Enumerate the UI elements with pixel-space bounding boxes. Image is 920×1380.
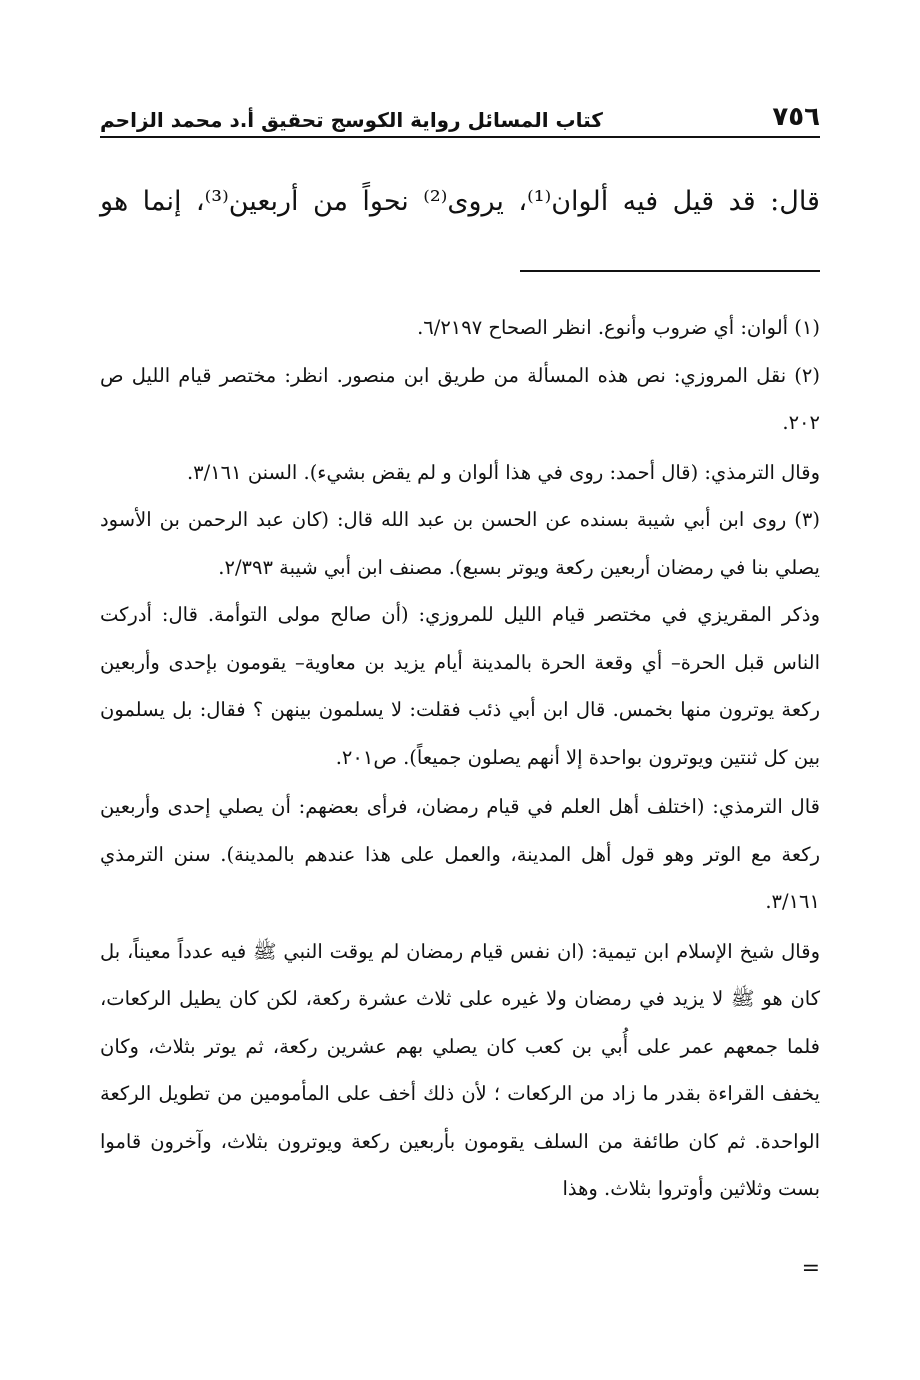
book-title: كتاب المسائل رواية الكوسج تحقيق أ.د محمد الزاحم [100, 108, 603, 132]
footnote-3: (٣) روى ابن أبي شيبة بسنده عن الحسن بن عبد الله قال: (كان عبد الرحمن بن الأسود يصلي بنا في رمضان أربعين ركعة ويوتر بسبع). مصنف ابن أبي شيبة ٢/٣٩٣. [100, 508, 820, 579]
footnote-3-maqrizi: وذكر المقريزي في مختصر قيام الليل للمروزي: (أن صالح مولى التوأمة. قال: أدركت الناس قبل الحرة– أي وقعة الحرة بالمدينة أيام يزيد بن معاوية– يقومون بإحدى وأربعين ركعة يوترون منها بخمس. قال ابن أبي ذئب فقلت: لا يسلمون بينهن ؟ فقال: بل يسلمون بين كل ثنتين ويوترون بواحدة إلا أنهم يصلون جميعاً). ص٢٠١. [100, 603, 820, 769]
footnote-3-tirmidhi: قال الترمذي: (اختلف أهل العلم في قيام رمضان، فرأى بعضهم: أن يصلي إحدى وأربعين ركعة مع الوتر وهو قول أهل المدينة، والعمل على هذا عندهم بالمدينة). سنن الترمذي ٣/١٦١. [100, 795, 820, 913]
footnote-2: (٢) نقل المروزي: نص هذه المسألة من طريق ابن منصور. انظر: مختصر قيام الليل ص ٢٠٢. [100, 363, 820, 434]
running-head [100, 92, 820, 138]
main-text: قال: قد قيل فيه ألوان⁽¹⁾، يروى⁽²⁾ نحواً من أربعين⁽³⁾، إنما هو [100, 186, 820, 217]
page [100, 0, 820, 1380]
footnote-2-tirmidhi: وقال الترمذي: (قال أحمد: روى في هذا ألوان و لم يقض بشيء). السنن ٣/١٦١. [186, 460, 820, 484]
page-number: ٧٥٦ [772, 102, 820, 132]
footnote-3-ibn-taymiyya: وقال شيخ الإسلام ابن تيمية: (ان نفس قيام رمضان لم يوقت النبي ﷺ فيه عدداً معيناً، بل كان هو ﷺ لا يزيد في رمضان ولا غيره على ثلاث عشرة ركعة، لكن كان يطيل الركعات، فلما جمعهم عمر على أُبي بن كعب كان يصلي بهم عشرين ركعة، ثم يوتر بثلاث، وكان يخفف القراءة بقدر ما زاد من الركعات ؛ لأن ذلك أخف على المأمومين من تطويل الركعة الواحدة. ثم كان طائفة من السلف يقومون بأربعين ركعة ويوترون بثلاث، وآخرون قاموا بست وثلاثين وأوتروا بثلاث. وهذا [100, 939, 820, 1200]
footnotes [100, 304, 820, 1213]
footnote-separator [520, 270, 820, 272]
footnote-1: (١) ألوان: أي ضروب وأنوع. انظر الصحاح ٦/٢١٩٧. [417, 316, 820, 339]
continuation-mark: = [801, 1256, 820, 1281]
